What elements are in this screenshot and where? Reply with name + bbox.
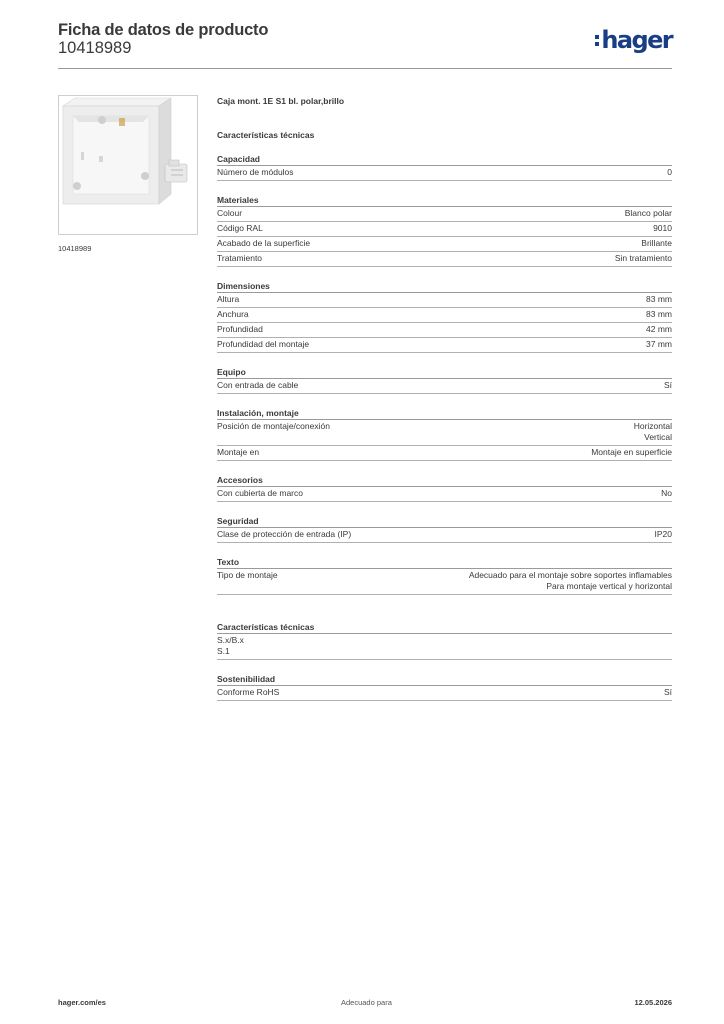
spec-value-line: 37 mm	[646, 339, 672, 349]
spec-value-line: 0	[667, 167, 672, 177]
spec-value	[646, 324, 672, 335]
spec-group-title: Capacidad	[217, 153, 672, 166]
spec-row	[217, 222, 672, 237]
footer-date: 12.05.2026	[634, 998, 672, 1007]
spec-group	[217, 407, 672, 461]
spec-row	[217, 252, 672, 267]
spec-value-line: Adecuado para el montaje sobre soportes inflamables	[468, 570, 672, 580]
spec-value-line: Montaje en superficie	[591, 447, 672, 457]
spec-label: Tipo de montaje	[217, 570, 278, 580]
tech-section-2	[217, 621, 672, 660]
spec-group	[217, 556, 672, 595]
footer-website: hager.com/es	[58, 998, 106, 1007]
sustainability-section	[217, 673, 672, 701]
spec-value	[615, 253, 672, 264]
spec-value	[661, 488, 672, 499]
spec-label: Altura	[217, 294, 240, 304]
header-divider	[58, 68, 672, 69]
spec-value	[664, 380, 672, 391]
spec-group-title: Texto	[217, 556, 672, 569]
tech-2-line: S.x/B.x	[217, 635, 244, 645]
spec-label: Número de módulos	[217, 167, 294, 177]
document-title: Ficha de datos de producto	[58, 21, 269, 39]
mounting-box-illustration	[59, 96, 197, 234]
tech-2-lines	[217, 634, 672, 660]
spec-label: Conforme RoHS	[217, 687, 280, 697]
spec-value-line: IP20	[654, 529, 672, 539]
spec-value-line: Sí	[663, 380, 672, 390]
section-title-tech: Características técnicas	[217, 130, 315, 140]
spec-value	[653, 223, 672, 234]
spec-label: Con entrada de cable	[217, 380, 299, 390]
spec-row	[217, 207, 672, 222]
spec-label: Posición de montaje/conexión	[217, 421, 330, 431]
spec-value	[655, 529, 673, 540]
spec-row	[217, 293, 672, 308]
spec-label: Profundidad del montaje	[217, 339, 310, 349]
spec-row	[217, 237, 672, 252]
spec-row	[217, 323, 672, 338]
spec-value-line: No	[661, 488, 672, 498]
spec-value	[634, 421, 672, 443]
spec-label: Clase de protección de entrada (IP)	[217, 529, 352, 539]
spec-group-title: Seguridad	[217, 515, 672, 528]
spec-group	[217, 474, 672, 502]
spec-value	[667, 167, 672, 178]
spec-group	[217, 366, 672, 394]
spec-group	[217, 280, 672, 353]
spec-label: Con cubierta de marco	[217, 488, 303, 498]
section-title-sustainability: Sostenibilidad	[217, 673, 672, 686]
tech-2-line: S.1	[217, 646, 230, 656]
spec-value-line: Vertical	[644, 432, 672, 442]
spec-value	[646, 294, 672, 305]
spec-value-line: 83 mm	[646, 294, 672, 304]
spec-content	[217, 96, 672, 701]
spec-group	[217, 515, 672, 543]
spec-group-title: Equipo	[217, 366, 672, 379]
spec-value: Sí	[663, 687, 672, 697]
spec-group-title: Materiales	[217, 194, 672, 207]
spec-group-title: Dimensiones	[217, 280, 672, 293]
spec-value-line: Horizontal	[633, 421, 672, 431]
spec-value-line: Sin tratamiento	[614, 253, 672, 263]
spec-value-line: 83 mm	[646, 309, 672, 319]
spec-group	[217, 153, 672, 181]
spec-label: Anchura	[217, 309, 249, 319]
hager-logo	[595, 28, 672, 52]
logo-wordmark: hager	[601, 26, 672, 54]
spec-label: Colour	[217, 208, 243, 218]
spec-value	[646, 309, 672, 320]
spec-group-title: Instalación, montaje	[217, 407, 672, 420]
spec-value-line: 9010	[653, 223, 672, 233]
spec-label: Profundidad	[217, 324, 263, 334]
spec-label: Código RAL	[217, 223, 263, 233]
logo-dots-icon	[595, 35, 599, 46]
spec-label: Acabado de la superficie	[217, 238, 311, 248]
spec-row	[217, 308, 672, 323]
product-code: 10418989	[58, 39, 132, 57]
spec-value-line: Para montaje vertical y horizontal	[546, 581, 672, 591]
product-name: Caja mont. 1E S1 bl. polar,brillo	[217, 96, 345, 106]
spec-value	[591, 447, 672, 458]
spec-groups	[217, 153, 672, 595]
spec-value	[625, 208, 672, 219]
spec-group-title: Accesorios	[217, 474, 672, 487]
product-image	[58, 95, 198, 235]
spec-group	[217, 194, 672, 267]
spec-row	[217, 166, 672, 181]
spec-value	[641, 238, 672, 249]
spec-row	[217, 686, 672, 701]
spec-row	[217, 569, 672, 595]
spec-row	[217, 528, 672, 543]
spec-value	[469, 570, 672, 592]
section-title-tech-2: Características técnicas	[217, 621, 672, 634]
footer-note: Adecuado para	[341, 998, 392, 1007]
spec-row	[217, 338, 672, 353]
spec-row	[217, 420, 672, 446]
spec-value-line: 42 mm	[646, 324, 672, 334]
spec-row	[217, 487, 672, 502]
image-caption: 10418989	[58, 244, 92, 253]
spec-value	[646, 339, 672, 350]
spec-value-line: Brillante	[641, 238, 672, 248]
spec-label: Montaje en	[217, 447, 260, 457]
spec-row	[217, 446, 672, 461]
spec-value-line: Blanco polar	[624, 208, 672, 218]
spec-label: Tratamiento	[217, 253, 263, 263]
spec-row	[217, 379, 672, 394]
